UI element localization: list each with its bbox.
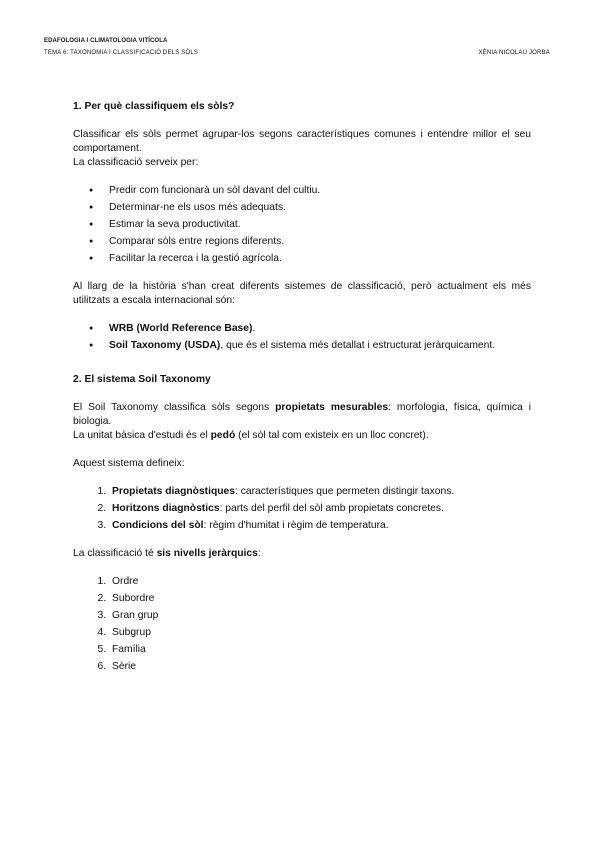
system-name: Soil Taxonomy (USDA)	[109, 340, 221, 351]
system-desc: , que és el sistema més detallat i estructurat jeràrquicament.	[220, 340, 496, 351]
system-desc: .	[252, 323, 256, 334]
section-2-title: 2. El sistema Soil Taxonomy	[73, 374, 211, 385]
section-2-paragraph-1	[73, 401, 531, 429]
text-run-bold: pedó	[210, 430, 236, 441]
list-item	[109, 519, 531, 533]
text-run-bold: sis nivells jeràrquics	[156, 548, 258, 559]
list-item	[109, 485, 531, 499]
list-item: 2. Subordre	[109, 592, 531, 606]
section-2-defines: Aquest sistema defineix:	[73, 458, 185, 469]
header-course: EDAFOLOGIA I CLIMATOLOGIA VITÍCOLA	[44, 38, 168, 44]
text-run-bold: propietats mesurables	[275, 402, 389, 413]
levels-list	[73, 575, 531, 674]
section-1-intro: Classificar els sòls permet agrupar-los segons característiques comunes i entendre millor el seu comportament.	[73, 129, 531, 154]
list-item: 4. Subgrup	[109, 626, 531, 640]
definition-desc: : règim d'humitat i règim de temperatura.	[203, 520, 389, 531]
section-2-levels-lead	[73, 547, 531, 561]
list-item: 3. Gran grup	[109, 609, 531, 623]
system-name: WRB (World Reference Base)	[109, 323, 253, 334]
list-item: ● Estimar la seva productivitat.	[109, 218, 531, 232]
text-run: (el sòl tal com existeix en un lloc concret).	[235, 430, 429, 441]
section-2-paragraph-2	[73, 429, 531, 443]
text-run: : morfologia, física, química i biologia.	[73, 402, 531, 427]
definition-term: Propietats diagnòstiques	[112, 486, 236, 497]
text-run: La classificació té	[73, 548, 157, 559]
systems-list	[73, 322, 531, 353]
list-item	[109, 339, 531, 353]
list-item: ● Comparar sòls entre regions diferents.	[109, 235, 531, 249]
definition-desc: : parts del perfil del sòl amb propietats concretes.	[219, 503, 444, 514]
list-item	[109, 502, 531, 516]
text-run: :	[257, 548, 261, 559]
text-run: La unitat bàsica d'estudi és el	[73, 430, 211, 441]
list-item: ● Predir com funcionarà un sòl davant del cultiu.	[109, 184, 531, 198]
section-1-title: 1. Per què classifiquem els sòls?	[73, 101, 235, 112]
list-item: ● Determinar-ne els usos més adequats.	[109, 201, 531, 215]
list-item: ● Facilitar la recerca i la gestió agrícola.	[109, 252, 531, 266]
section-1-purpose-lead: La classificació serveix per:	[73, 157, 199, 168]
document-body	[73, 100, 531, 688]
definitions-list	[73, 485, 531, 533]
purposes-list	[73, 184, 531, 266]
section-1-history: Al llarg de la història s'han creat diferents sistemes de classificació, però actualment els més utilitzats a escala internacional són:	[73, 281, 531, 306]
definition-desc: : característiques que permeten distingir taxons.	[235, 486, 455, 497]
header-author: XÈNIA NICOLAU JORBA	[478, 50, 550, 56]
text-run: El Soil Taxonomy classifica sòls segons	[73, 402, 276, 413]
definition-term: Condicions del sòl	[112, 520, 204, 531]
definition-term: Horitzons diagnòstics	[112, 503, 220, 514]
header-topic: TEMA 6: TAXONOMIA I CLASSIFICACIÓ DELS SÒLS	[44, 50, 199, 56]
list-item: 6. Sèrie	[109, 660, 531, 674]
list-item: 1. Ordre	[109, 575, 531, 589]
list-item	[109, 322, 531, 336]
list-item: 5. Família	[109, 643, 531, 657]
